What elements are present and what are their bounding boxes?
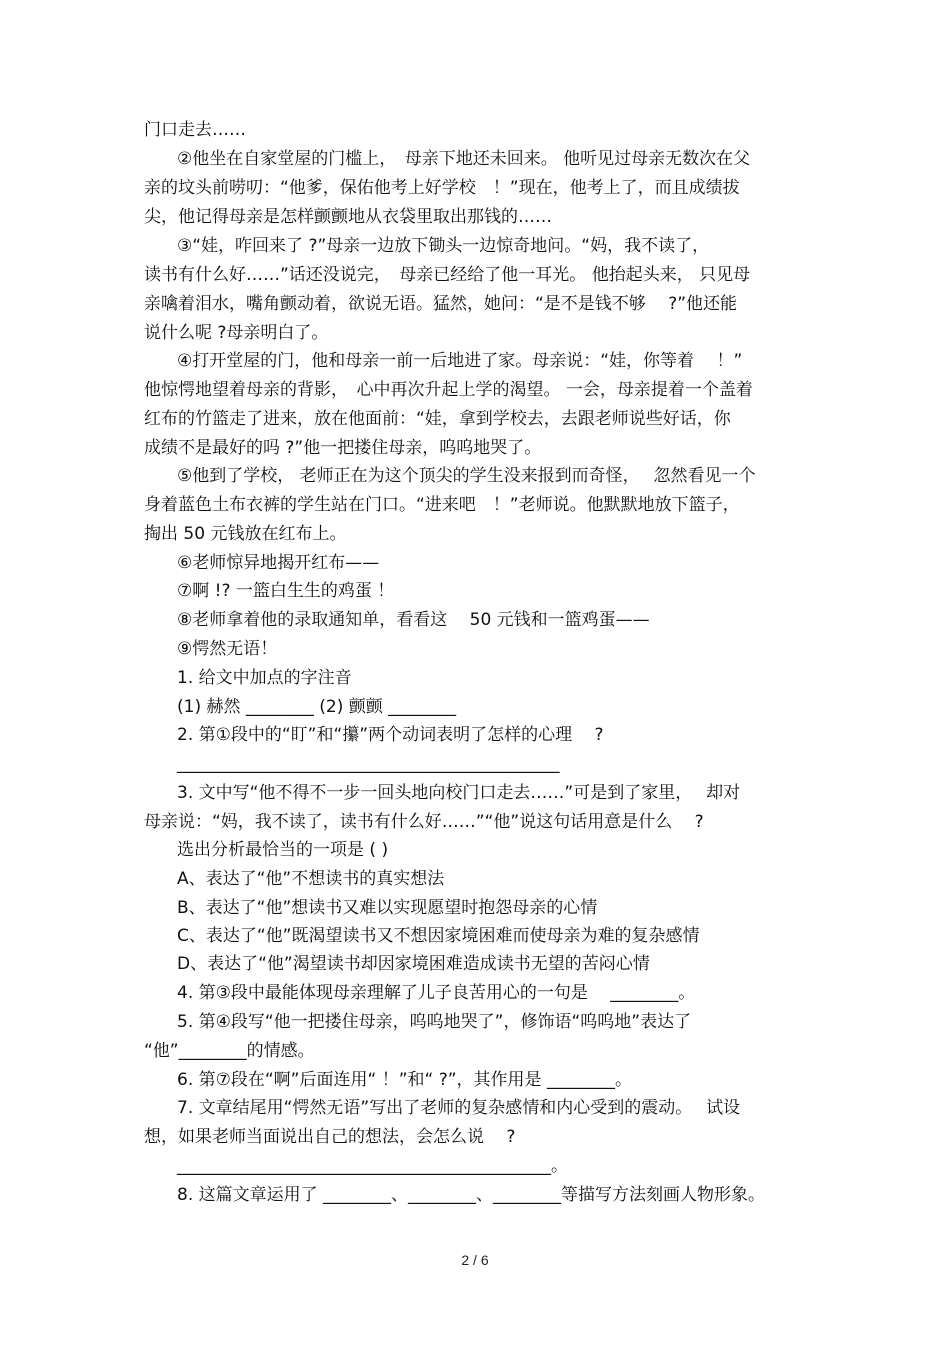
question-line: 8. 这篇文章运用了 ________、________、________等描写方法刻画人物形象。 bbox=[177, 1185, 766, 1205]
text-line: ②他坐在自家堂屋的门槛上， 母亲下地还未回来。 他听见过母亲无数次在父 bbox=[177, 149, 751, 169]
text-line: ③“娃，咋回来了 ?”母亲一边放下锄头一边惊奇地问。“妈，我不读了， bbox=[177, 236, 710, 256]
text-line: 红布的竹篮走了进来，放在他面前：“娃，拿到学校去，去跟老师说些好话，你 bbox=[144, 409, 731, 429]
question-line: 6. 第⑦段在“啊”后面连用“ ！”和“ ?”，其作用是 ________。 bbox=[177, 1070, 632, 1090]
text-line: ⑥老师惊异地揭开红布—— bbox=[177, 553, 380, 573]
text-line: ⑤他到了学校， 老师正在为这个顶尖的学生没来报到而奇怪， 忽然看见一个 bbox=[177, 466, 756, 486]
option-a: A、表达了“他”不想读书的真实想法 bbox=[177, 869, 445, 889]
text-line: 亲噙着泪水，嘴角颤动着，欲说无语。猛然，她问：“是不是钱不够 ?”他还能 bbox=[144, 294, 738, 314]
text-line: 他惊愕地望着母亲的背影， 心中再次升起上学的渴望。 一会，母亲提着一个盖着 bbox=[144, 380, 753, 400]
text-line: 身着蓝色土布衣裤的学生站在门口。“进来吧 ！”老师说。他默默地放下篮子， bbox=[144, 495, 740, 515]
question-line: 5. 第④段写“他一把搂住母亲，呜呜地哭了”，修饰语“呜呜地”表达了 bbox=[177, 1012, 692, 1032]
question-line: 选出分析最恰当的一项是 ( ) bbox=[177, 840, 389, 860]
option-b: B、表达了“他”想读书又难以实现愿望时抱怨母亲的心情 bbox=[177, 898, 598, 918]
question-line: 1. 给文中加点的字注音 bbox=[177, 668, 352, 688]
question-line: “他”________的情感。 bbox=[144, 1041, 315, 1061]
answer-blank: ____________________________________________。 bbox=[177, 1156, 568, 1176]
text-line: 尖，他记得母亲是怎样颤颤地从衣袋里取出那钱的…… bbox=[144, 207, 552, 227]
text-line: 说什么呢 ?母亲明白了。 bbox=[144, 323, 329, 343]
question-line: 母亲说：“妈，我不读了，读书有什么好……”“他”说这句话用意是什么 ? bbox=[144, 812, 704, 832]
question-line: (1) 赫然 ________ (2) 颤颤 ________ bbox=[177, 697, 457, 717]
text-line: ⑨愕然无语！ bbox=[177, 639, 278, 659]
page-number: 2 / 6 bbox=[461, 1252, 489, 1268]
text-line: ⑧老师拿着他的录取通知单，看看这 50 元钱和一篮鸡蛋—— bbox=[177, 610, 650, 630]
text-line: ④打开堂屋的门，他和母亲一前一后地进了家。母亲说：“娃，你等着 ！” bbox=[177, 351, 743, 371]
answer-blank: _____________________________________________ bbox=[177, 754, 560, 774]
question-line: 想，如果老师当面说出自己的想法，会怎么说 ? bbox=[144, 1127, 516, 1147]
text-line: 读书有什么好……”话还没说完， 母亲已经给了他一耳光。 他抬起头来， 只见母 bbox=[144, 265, 751, 285]
option-d: D、表达了“他”渴望读书却因家境困难造成读书无望的苦闷心情 bbox=[177, 954, 650, 974]
question-line: 7. 文章结尾用“愕然无语”写出了老师的复杂感情和内心受到的震动。 试设 bbox=[177, 1098, 741, 1118]
text-line: 成绩不是最好的吗 ?”他一把搂住母亲，呜呜地哭了。 bbox=[144, 438, 542, 458]
question-line: 2. 第①段中的“盯”和“攥”两个动词表明了怎样的心理 ? bbox=[177, 725, 604, 745]
question-line: 3. 文中写“他不得不一步一回头地向校门口走去……”可是到了家里， 却对 bbox=[177, 783, 741, 803]
option-c: C、表达了“他”既渴望读书又不想因家境困难而使母亲为难的复杂感情 bbox=[177, 926, 700, 946]
text-line: ⑦啊 !? 一篮白生生的鸡蛋 ！ bbox=[177, 581, 395, 601]
text-line: 掏出 50 元钱放在红布上。 bbox=[144, 524, 347, 544]
text-line: 门口走去…… bbox=[144, 120, 246, 140]
text-line: 亲的坟头前唠叨：“他爹，保佑他考上好学校 ！”现在，他考上了，而且成绩拔 bbox=[144, 178, 740, 198]
question-line: 4. 第③段中最能体现母亲理解了儿子良苦用心的一句是 ________。 bbox=[177, 983, 696, 1003]
